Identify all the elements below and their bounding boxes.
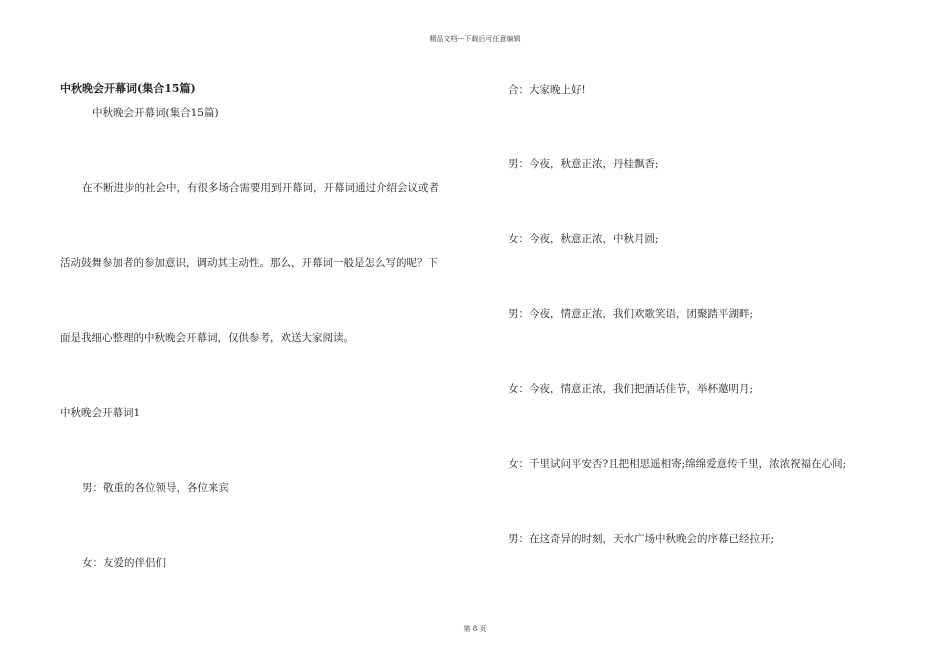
dialogue-line: 女：今夜，情意正浓，我们把酒话佳节，举杯邀明月;	[508, 383, 754, 395]
intro-paragraph-line-3: 面是我细心整理的中秋晚会开幕词，仅供参考，欢送大家阅读。	[60, 332, 354, 344]
dialogue-line: 男：敬重的各位领导，各位来宾	[82, 482, 229, 494]
dialogue-line: 男：今夜，秋意正浓，丹桂飘香;	[508, 158, 659, 170]
dialogue-line: 女：千里试问平安否?且把相思遥相寄;绵绵爱意传千里，浓浓祝福在心间;	[508, 458, 847, 470]
page-number: 第 8 页	[463, 625, 487, 633]
document-title: 中秋晚会开幕词(集合15篇)	[60, 82, 196, 95]
dialogue-line: 男：在这奇异的时刻，天水广场中秋晚会的序幕已经拉开;	[508, 533, 775, 545]
intro-paragraph-line-1: 在不断进步的社会中，有很多场合需要用到开幕词，开幕词通过介绍会议或者	[82, 182, 439, 194]
section-heading: 中秋晚会开幕词1	[60, 407, 141, 419]
page-header: 精品文档---下载后可任意编辑	[429, 35, 521, 43]
dialogue-line: 合：大家晚上好!	[508, 84, 586, 96]
dialogue-line: 女：今夜，秋意正浓，中秋月圆;	[508, 233, 659, 245]
dialogue-line: 男：今夜，情意正浓，我们欢歌笑语，团聚踏平湖畔;	[508, 308, 754, 320]
dialogue-line: 女：友爱的伴侣们	[82, 557, 166, 569]
document-subtitle: 中秋晚会开幕词(集合15篇)	[92, 107, 219, 119]
intro-paragraph-line-2: 活动鼓舞参加者的参加意识，调动其主动性。那么，开幕词一般是怎么写的呢？下	[60, 257, 438, 269]
